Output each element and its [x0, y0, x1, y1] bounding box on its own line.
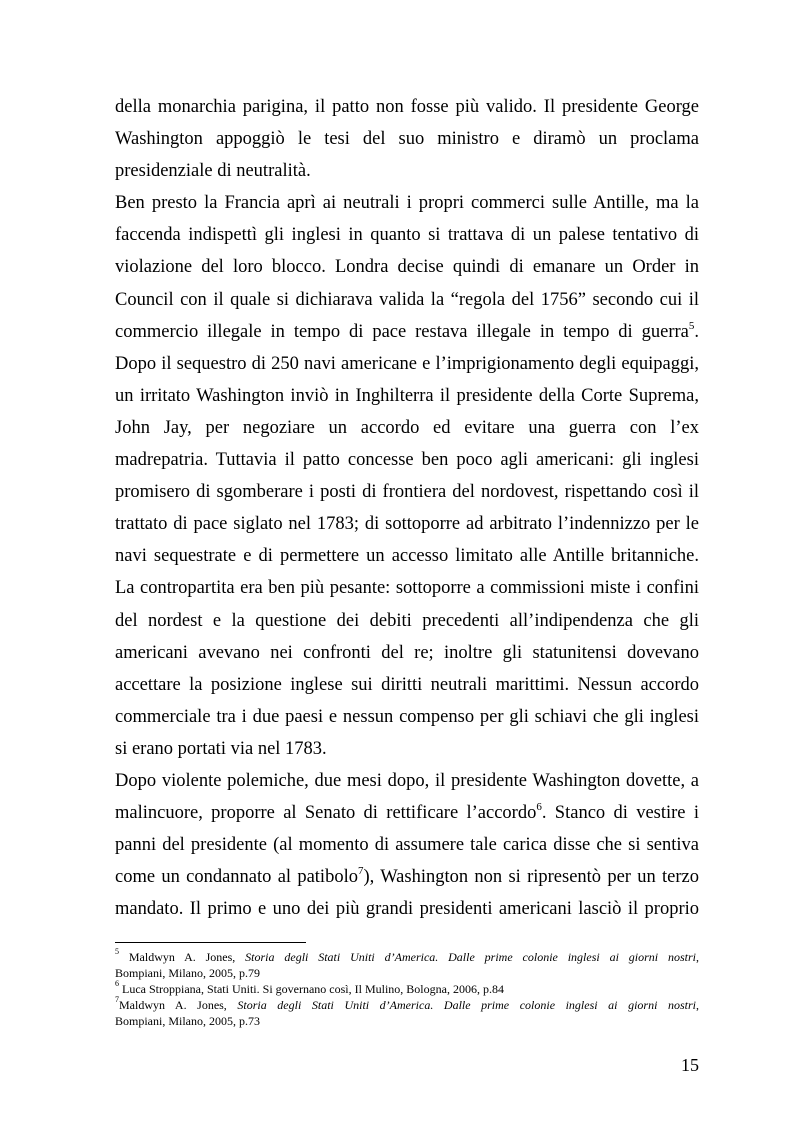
text-line: commerciale tra i due paesi e nessun compenso per gli schiavi che gli inglesi	[115, 706, 699, 727]
text-line: La contropartita era ben più pesante: sottoporre a commissioni miste i confini	[115, 578, 699, 599]
footnote-ref-6[interactable]: 6	[536, 800, 542, 813]
text-segment: come un condannato al patibolo	[115, 867, 358, 888]
footnote-ref-5[interactable]: 5	[688, 319, 695, 332]
page-number: 15	[681, 1055, 699, 1075]
text-line: commercio illegale in tempo di pace restava illegale in tempo di guerra$^5$.	[115, 319, 699, 342]
text-line	[115, 797, 699, 829]
text-line: Ben presto la Francia aprì ai neutrali i propri commerci sulle Antille, ma la	[115, 193, 699, 214]
text-segment: malincuore, proporre al Senato di rettificare l’accordo	[115, 803, 537, 824]
footnote-number: 5	[115, 947, 119, 956]
footnote-number: 7	[115, 995, 119, 1004]
text-line: faccenda indispettì gli inglesi in quanto si trattava di un palese tentativo di	[115, 225, 699, 246]
text-line	[115, 861, 699, 893]
text-line: Dopo il sequestro di 250 navi americane e l’imprigionamento degli equipaggi,	[115, 353, 699, 374]
footnote-punct: ,	[696, 950, 700, 964]
text-line: panni del presidente (al momento di assumere tale carica disse che si sentiva	[115, 835, 699, 856]
text-line: promisero di sgomberare i posti di frontiera del nordovest, rispettando così il	[115, 482, 699, 503]
footnote-punct: ,	[696, 998, 699, 1012]
footnotes	[115, 949, 699, 1029]
footnote-line	[115, 997, 699, 1013]
text-line: presidenziale di neutralità.	[115, 161, 311, 182]
text-line: violazione del loro blocco. Londra decise quindi di emanare un Order in	[115, 257, 699, 278]
footnote-line: Bompiani, Milano, 2005, p.79	[115, 966, 260, 980]
text-segment: commercio illegale in tempo di pace restava illegale in tempo di guerra	[115, 321, 689, 342]
paragraph-2	[115, 187, 699, 765]
text-line: americani avevano nei confronti del re; inoltre gli statunitensi dovevano	[115, 642, 699, 663]
footnote-5	[115, 949, 699, 981]
text-line: accettare la posizione inglese sui diritti neutrali marittimi. Nessun accordo	[115, 674, 699, 695]
footnote-separator	[115, 942, 306, 943]
text-line: si erano portati via nel 1783.	[115, 738, 327, 759]
footnote-title: Storia degli Stati Uniti d’America. Dalle prime colonie inglesi ai giorni nostri	[245, 950, 697, 964]
text-line: trattato di pace siglato nel 1783; di sottoporre ad arbitrato l’indennizzo per le	[115, 514, 699, 535]
text-line: Dopo violente polemiche, due mesi dopo, il presidente Washington dovette, a	[115, 770, 699, 791]
footnote-line	[115, 981, 699, 997]
main-text	[115, 91, 699, 925]
text-line: della monarchia parigina, il patto non fosse più valido. Il presidente George	[115, 97, 699, 117]
text-line: mandato. Il primo e uno dei più grandi presidenti americani lasciò il proprio	[115, 899, 699, 920]
footnote-author: Maldwyn A. Jones,	[128, 950, 236, 964]
text-line: navi sequestrate e di permettere un accesso limitato alle Antille britanniche.	[115, 546, 699, 567]
text-line: del nordest e la questione dei debiti precedenti all’indipendenza che gli	[115, 610, 699, 631]
page-body	[115, 91, 699, 925]
footnote-line: Bompiani, Milano, 2005, p.73	[115, 1014, 260, 1028]
text-line: Council con il quale si dichiarava valida la “regola del 1756” secondo cui il	[115, 289, 699, 310]
footnote-line	[115, 949, 699, 965]
footnote-text: Luca Stroppiana, Stati Uniti. Si governano così, Il Mulino, Bologna, 2006, p.84	[122, 982, 504, 996]
footnote-6	[115, 981, 699, 997]
text-segment: . Stanco di vestire i	[541, 803, 699, 824]
text-line: madrepatria. Tuttavia il patto concesse ben poco agli americani: gli inglesi	[115, 450, 699, 471]
paragraph-3	[115, 765, 699, 925]
text-line: un irritato Washington inviò in Inghilterra il presidente della Corte Suprema,	[115, 385, 699, 406]
text-segment: ), Washington non si ripresentò per un terzo	[363, 867, 699, 888]
footnote-7	[115, 997, 699, 1029]
footnote-ref-7[interactable]: 7	[357, 865, 364, 878]
footnote-number: 6	[115, 979, 119, 988]
paragraph-1	[115, 91, 699, 187]
footnote-author: Maldwyn A. Jones,	[119, 998, 227, 1012]
text-line: Washington appoggiò le tesi del suo ministro e diramò un proclama	[115, 129, 699, 150]
footnote-title: Storia degli Stati Uniti d’America. Dalle prime colonie inglesi ai giorni nostri	[237, 998, 696, 1012]
text-line: John Jay, per negoziare un accordo ed evitare una guerra con l’ex	[115, 417, 699, 438]
